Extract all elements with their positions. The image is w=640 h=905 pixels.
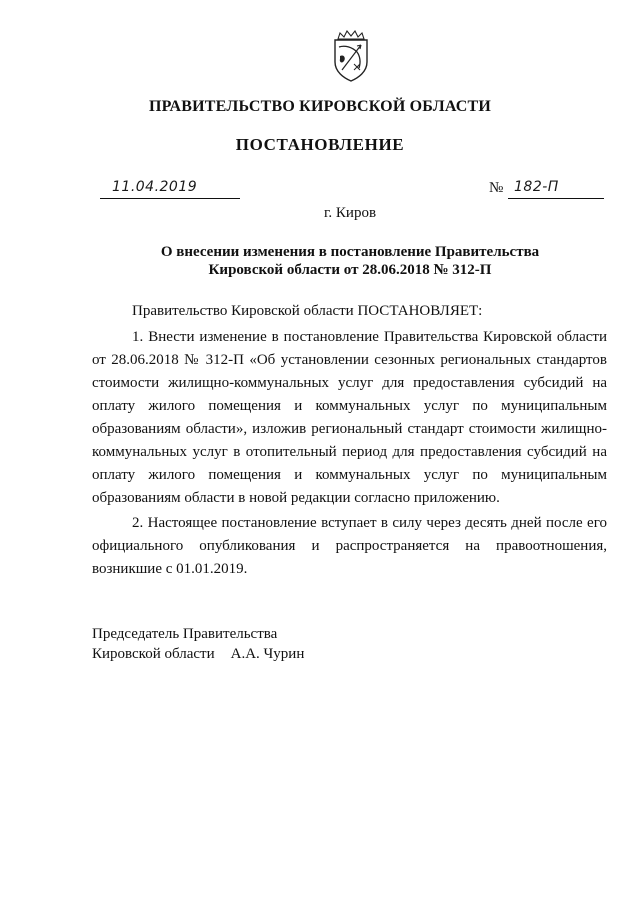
date-field (100, 178, 240, 199)
government-title: ПРАВИТЕЛЬСТВО КИРОВСКОЙ ОБЛАСТИ (148, 98, 492, 115)
number-field (508, 178, 604, 199)
city: г. Киров (323, 205, 377, 221)
number-value: 182-П (514, 179, 559, 195)
number-prefix: № (489, 180, 504, 196)
signatory-position-line-2: Кировской области (92, 646, 215, 662)
kirov-coat-of-arms-icon (330, 30, 372, 82)
subject-heading (120, 243, 580, 279)
item-2-paragraph: 2. Настоящее постановление вступает в силу через десять дней после его официального опубликования и распространяется на правоотношения, возникшие с 01.01.2019. (92, 515, 607, 577)
item-1-paragraph: 1. Внести изменение в постановление Правительства Кировской области от 28.06.2018 № 312-П «Об установлении сезонных региональных стандартов стоимости жилищно-коммунальных услуг для предоставления субсидий на оплату жилого помещения и коммунальных услуг по муниципальным образованиям области», изложив региональный стандарт стоимости жилищно-коммунальных услуг в отопительный период для предоставления субсидий на оплату жилого помещения и коммунальных услуг по муниципальным образованиям области в новой редакции согласно приложению. (92, 329, 607, 506)
subject-line-1: О внесении изменения в постановление Правительства (160, 244, 540, 260)
date-value: 11.04.2019 (112, 179, 198, 195)
signatory-name: А.А. Чурин (230, 646, 305, 662)
document-type-title: ПОСТАНОВЛЕНИЕ (235, 135, 405, 154)
signature-block (92, 624, 304, 664)
preamble: Правительство Кировской области ПОСТАНОВЛЯЕТ: (132, 303, 483, 319)
subject-line-2: Кировской области от 28.06.2018 № 312-П (208, 262, 492, 278)
signatory-position-line-1: Председатель Правительства (92, 626, 278, 642)
